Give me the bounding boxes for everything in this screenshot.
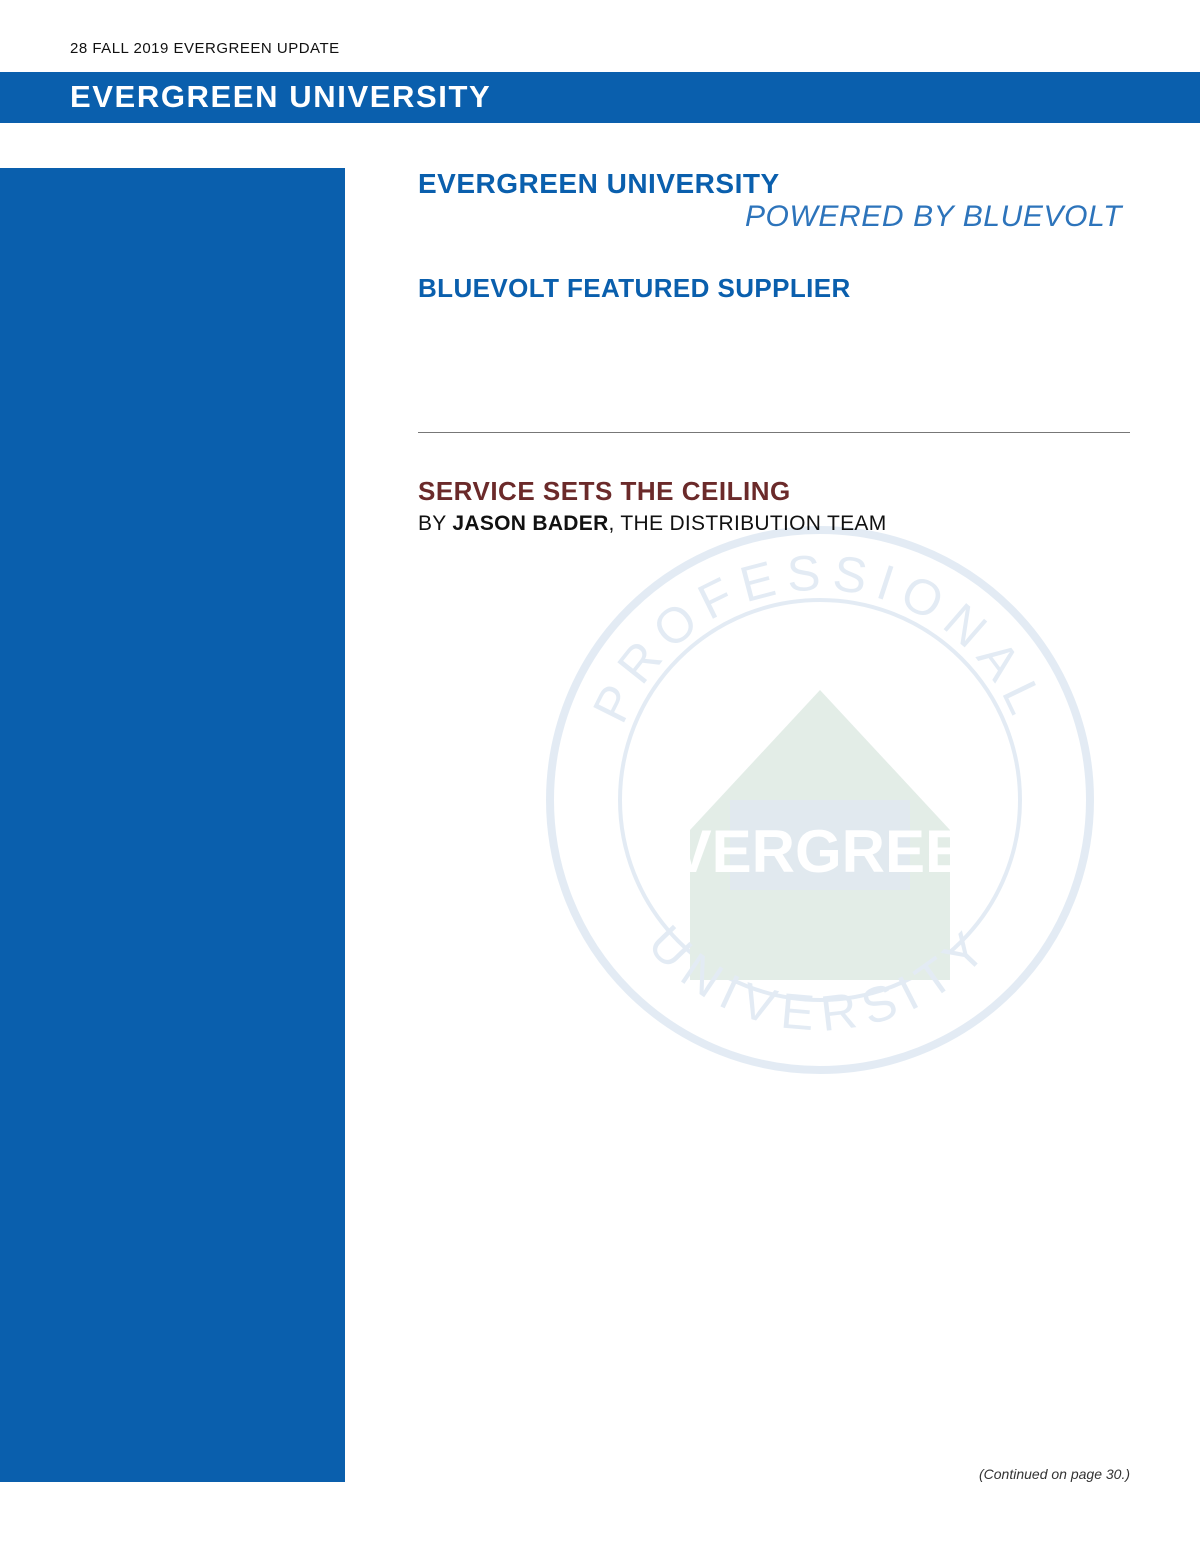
seal-bottom-text: UNIVERSITY — [637, 914, 1003, 1043]
calendar-sidebar — [0, 168, 345, 1482]
byline-prefix: BY — [418, 512, 453, 535]
article-byline — [418, 512, 887, 536]
article-title: SERVICE SETS THE CEILING — [418, 476, 791, 506]
page-folio: 28 FALL 2019 EVERGREEN UPDATE — [70, 40, 340, 57]
article-column-1 — [418, 568, 763, 594]
eu-title: EVERGREEN UNIVERSITY — [418, 168, 780, 199]
byline-suffix: , THE DISTRIBUTION TEAM — [608, 512, 887, 535]
byline-author: JASON BADER — [452, 512, 609, 535]
featured-supplier-heading: BLUEVOLT FEATURED SUPPLIER — [418, 273, 851, 303]
section-divider — [418, 432, 1130, 433]
seal-center-text: EVERGREEN — [631, 818, 1009, 885]
article-column-2 — [790, 568, 1135, 594]
banner-title: EVERGREEN UNIVERSITY — [70, 79, 492, 114]
continued-note: (Continued on page 30.) — [979, 1466, 1130, 1482]
seal-top-text: PROFESSIONAL — [582, 544, 1059, 731]
powered-by-subtitle: POWERED BY BLUEVOLT — [744, 200, 1122, 233]
